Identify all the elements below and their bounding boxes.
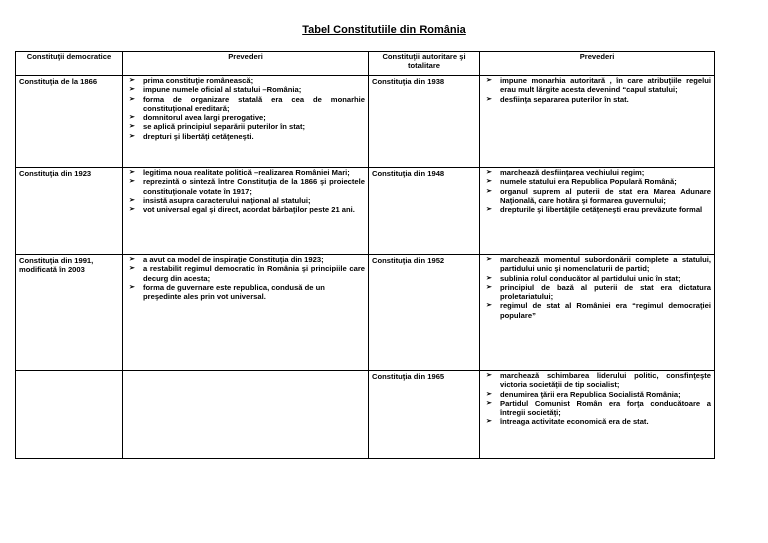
- provision-text: domnitorul avea largi prerogative;: [143, 113, 266, 123]
- list-item: [126, 85, 365, 94]
- provision-text: forma de guvernare este republica, condusă de un preşedinte ales prin vot universal.: [143, 282, 325, 302]
- left-provisions-list: [126, 76, 365, 141]
- provision-text: a avut ca model de inspiraţie Constituţia din 1923;: [143, 255, 324, 264]
- right-provisions-cell: [480, 371, 715, 459]
- list-item: [126, 122, 365, 131]
- list-item: [483, 255, 711, 274]
- provision-text: marchează schimbarea liderului politic, consfinţeşte victoria societăţii de tip socialist;: [500, 371, 711, 390]
- arrow-bullet-icon: ➢: [129, 123, 135, 131]
- list-item: [126, 255, 365, 264]
- left-provisions-list: [126, 168, 365, 214]
- arrow-bullet-icon: ➢: [486, 187, 492, 195]
- arrow-bullet-icon: ➢: [129, 265, 135, 273]
- list-item: [126, 95, 365, 114]
- header-provisions-left: Prevederi: [123, 52, 369, 76]
- right-provisions-cell: [480, 168, 715, 255]
- arrow-bullet-icon: ➢: [129, 132, 135, 140]
- right-provisions-cell: [480, 255, 715, 371]
- table-row: [16, 76, 715, 168]
- header-authoritarian-constitutions: Constituţii autoritare şi totalitare: [369, 52, 480, 76]
- provision-text: marchează momentul subordonării complete a statului, partidului unic şi nomenclaturii de partid;: [500, 255, 711, 274]
- provision-text: drepturi şi libertăţi cetăţeneşti.: [143, 131, 254, 141]
- provision-text: numele statului era Republica Populară Română;: [500, 177, 677, 187]
- list-item: [126, 132, 365, 141]
- arrow-bullet-icon: ➢: [129, 77, 135, 84]
- arrow-bullet-icon: ➢: [129, 169, 135, 176]
- provision-text: a restabilit regimul democratic în România şi principiile care decurg din acesta;: [143, 264, 365, 283]
- right-constitution-name: Constituţia din 1948: [369, 168, 480, 255]
- list-item: [483, 95, 711, 104]
- provision-text: denumirea ţării era Republica Socialistă România;: [500, 389, 681, 399]
- list-item: [483, 187, 711, 206]
- provision-text: se aplică principiul separării puterilor în stat;: [143, 122, 306, 132]
- list-item: [483, 205, 711, 214]
- left-provisions-cell: [123, 76, 369, 168]
- arrow-bullet-icon: ➢: [486, 399, 492, 407]
- left-constitution-name: Constituţia din 1923: [16, 168, 123, 255]
- arrow-bullet-icon: ➢: [486, 390, 492, 398]
- provision-text: sublinia rolul conducător al partidului unic în stat;: [500, 273, 681, 283]
- list-item: [126, 113, 365, 122]
- list-item: [483, 76, 711, 95]
- provision-text: întreaga activitate economică era de stat.: [500, 417, 649, 427]
- arrow-bullet-icon: ➢: [486, 256, 492, 263]
- arrow-bullet-icon: ➢: [129, 283, 135, 291]
- list-item: [483, 274, 711, 283]
- list-item: [126, 177, 365, 196]
- arrow-bullet-icon: ➢: [486, 206, 492, 214]
- right-provisions-list: [483, 371, 711, 427]
- arrow-bullet-icon: ➢: [486, 178, 492, 186]
- arrow-bullet-icon: ➢: [129, 95, 135, 103]
- arrow-bullet-icon: ➢: [129, 196, 135, 204]
- left-constitution-name: Constituţia de la 1866: [16, 76, 123, 168]
- right-constitution-name: Constituţia din 1938: [369, 76, 480, 168]
- list-item: [483, 390, 711, 399]
- list-item: [483, 399, 711, 418]
- provision-text: Partidul Comunist Român era forţa conducătoare a întregii societăţi;: [500, 398, 711, 418]
- arrow-bullet-icon: ➢: [486, 418, 492, 426]
- provision-text: legitima noua realitate politică –realizarea României Mari;: [143, 168, 350, 177]
- list-item: [483, 301, 711, 320]
- list-item: [483, 371, 711, 390]
- left-provisions-cell: [123, 168, 369, 255]
- provision-text: marchează desfiinţarea vechiului regim;: [500, 168, 645, 177]
- table-row: [16, 255, 715, 371]
- provision-text: regimul de stat al României era “regimul democraţiei populare”: [500, 301, 711, 320]
- list-item: [483, 417, 711, 426]
- right-provisions-list: [483, 76, 711, 104]
- provision-text: vot universal egal şi direct, acordat bărbaţilor peste 21 ani.: [143, 205, 355, 215]
- right-constitution-name: Constituţia din 1952: [369, 255, 480, 371]
- list-item: [126, 168, 365, 177]
- provision-text: organul suprem al puterii de stat era Marea Adunare Naţională, care hotăra şi formarea guvernului;: [500, 186, 711, 205]
- list-item: [126, 76, 365, 85]
- list-item: [483, 177, 711, 186]
- arrow-bullet-icon: ➢: [486, 169, 492, 176]
- left-provisions-cell: [123, 255, 369, 371]
- table-row: [16, 168, 715, 255]
- arrow-bullet-icon: ➢: [129, 178, 135, 186]
- arrow-bullet-icon: ➢: [486, 302, 492, 310]
- arrow-bullet-icon: ➢: [129, 256, 135, 263]
- right-provisions-list: [483, 255, 711, 320]
- right-constitution-name: Constituţia din 1965: [369, 371, 480, 459]
- table-row: [16, 371, 715, 459]
- right-provisions-cell: [480, 76, 715, 168]
- provision-text: desfiinţa separarea puterilor în stat.: [500, 94, 629, 104]
- arrow-bullet-icon: ➢: [486, 77, 492, 84]
- header-democratic-constitutions: Constituţii democratice: [16, 52, 123, 76]
- list-item: [126, 283, 365, 302]
- provision-text: prima constituţie românească;: [143, 76, 254, 85]
- arrow-bullet-icon: ➢: [486, 372, 492, 379]
- page-title: Tabel Constitutiile din România: [302, 24, 466, 36]
- left-provisions-list: [126, 255, 365, 301]
- table-header-row: [16, 52, 715, 76]
- list-item: [483, 168, 711, 177]
- list-item: [126, 264, 365, 283]
- provision-text: drepturile şi libertăţile cetăţeneşti erau prevăzute formal: [500, 205, 703, 215]
- provision-text: impune monarhia autoritară , în care atribuţiile regelui erau mult lărgite acesta devenind “capul statului;: [500, 76, 711, 95]
- list-item: [483, 283, 711, 302]
- arrow-bullet-icon: ➢: [486, 95, 492, 103]
- left-constitution-name: Constituţia din 1991, modificată în 2003: [16, 255, 123, 371]
- header-provisions-right: Prevederi: [480, 52, 715, 76]
- arrow-bullet-icon: ➢: [486, 274, 492, 282]
- left-constitution-name: [16, 371, 123, 459]
- provision-text: insistă asupra caracterului naţional al statului;: [143, 195, 311, 205]
- arrow-bullet-icon: ➢: [129, 86, 135, 94]
- left-provisions-cell: [123, 371, 369, 459]
- list-item: [126, 205, 365, 214]
- provision-text: impune numele oficial al statului –România;: [143, 85, 302, 95]
- provision-text: forma de organizare statală era cea de monarhie constituţional ereditară;: [143, 94, 365, 113]
- provision-text: reprezintă o sinteză între Constituţia de la 1866 şi proiectele constituţionale votate în 1917;: [143, 177, 365, 196]
- provision-text: principiul de bază al puterii de stat era dictatura proletariatului;: [500, 282, 711, 302]
- constitutions-table: [15, 51, 715, 459]
- arrow-bullet-icon: ➢: [486, 283, 492, 291]
- list-item: [126, 196, 365, 205]
- arrow-bullet-icon: ➢: [129, 114, 135, 122]
- arrow-bullet-icon: ➢: [129, 206, 135, 214]
- right-provisions-list: [483, 168, 711, 214]
